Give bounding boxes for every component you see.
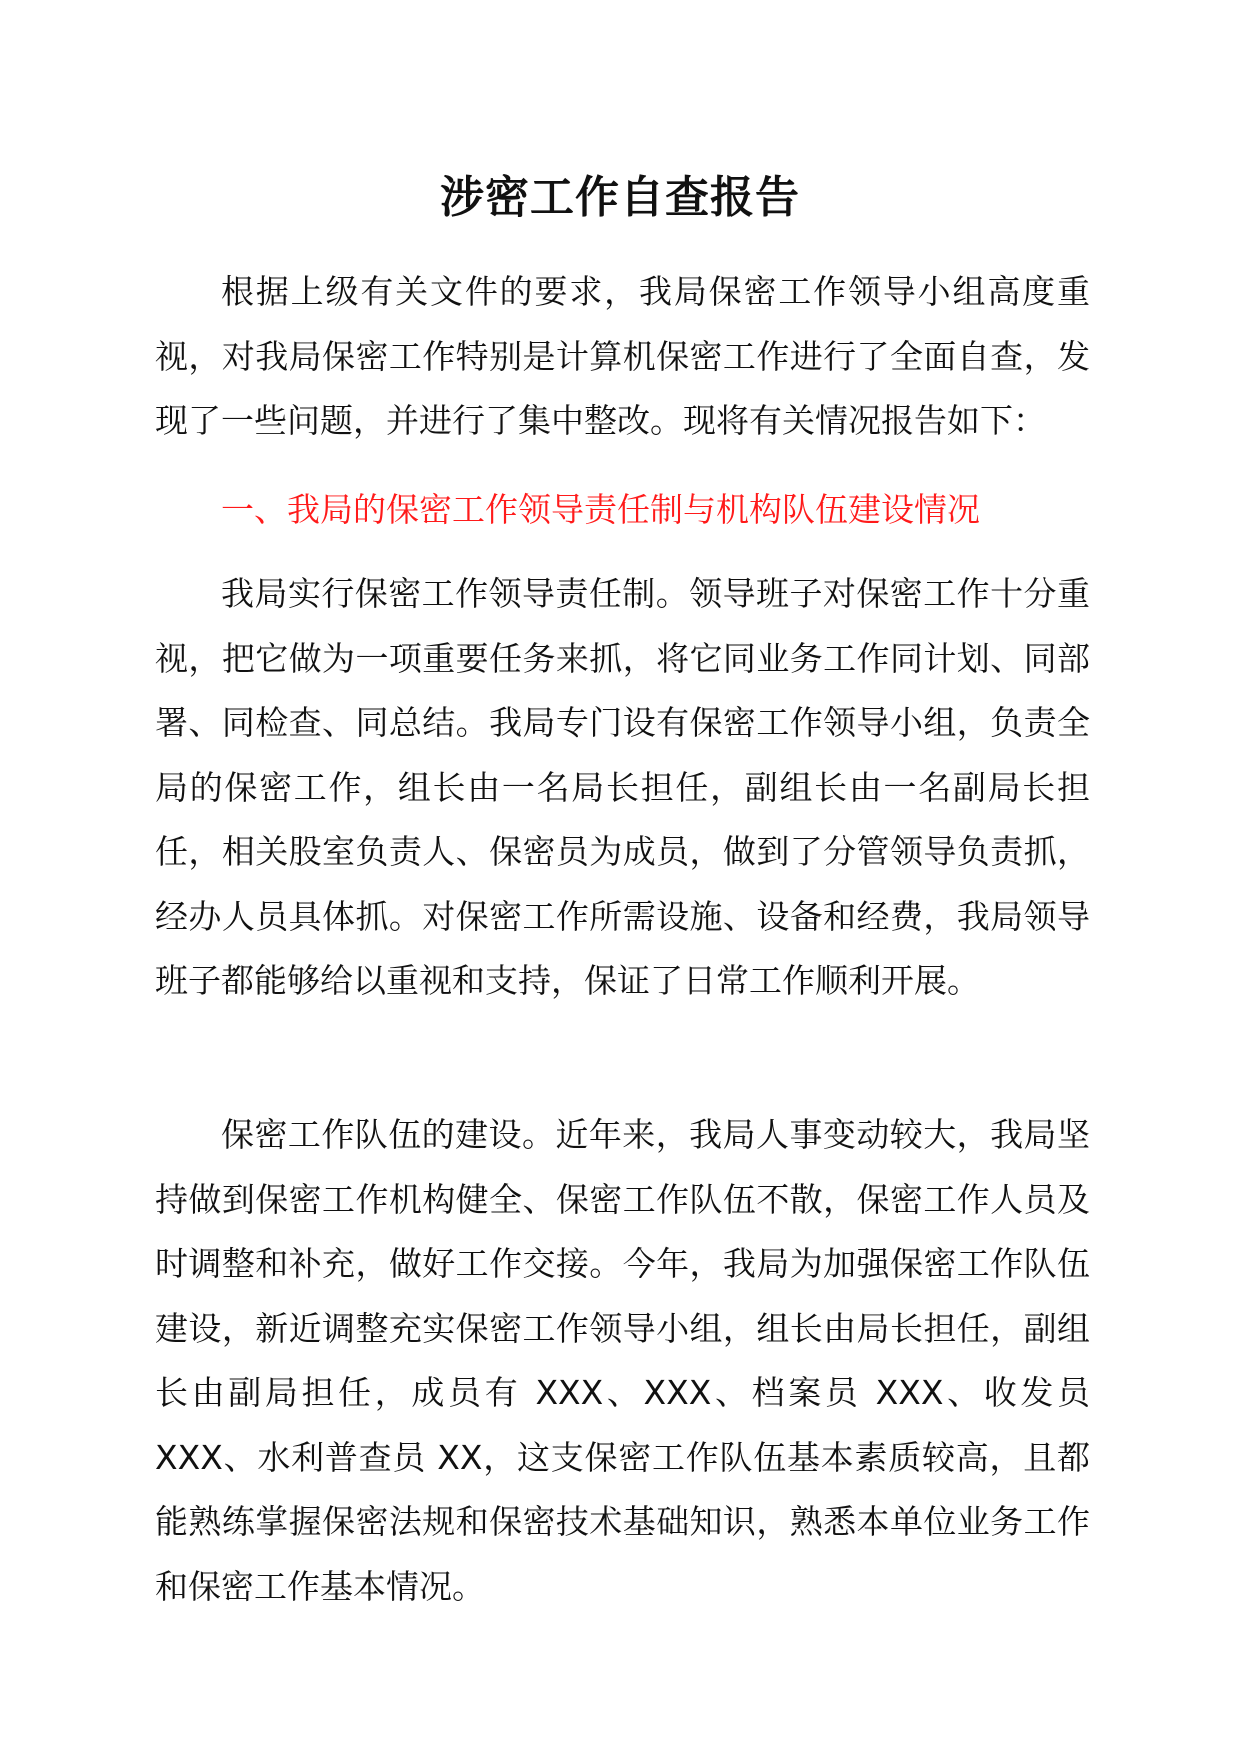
section-1-heading: 一、我局的保密工作领导责任制与机构队伍建设情况 [221, 490, 980, 529]
document-title: 涉密工作自查报告 [440, 172, 800, 223]
intro-paragraph: 根据上级有关文件的要求，我局保密工作领导小组高度重视，对我局保密工作特别是计算机保密工作进行了全面自查，发现了一些问题，并进行了集中整改。现将有关情况报告如下： [155, 272, 1090, 440]
section-1-paragraph-1: 我局实行保密工作领导责任制。领导班子对保密工作十分重视，把它做为一项重要任务来抓，将它同业务工作同计划、同部署、同检查、同总结。我局专门设有保密工作领导小组，负责全局的保密工作，组长由一名局长担任，副组长由一名副局长担任，相关股室负责人、保密员为成员，做到了分管领导负责抓，经办人员具体抓。对保密工作所需设施、设备和经费，我局领导班子都能够给以重视和支持，保证了日常工作顺利开展。 [155, 574, 1090, 1000]
section-1-paragraph-2: 保密工作队伍的建设。近年来，我局人事变动较大，我局坚持做到保密工作机构健全、保密工作队伍不散，保密工作人员及时调整和补充，做好工作交接。今年，我局为加强保密工作队伍建设，新近调整充实保密工作领导小组，组长由局长担任，副组长由副局担任，成员有 XXX、XXX、档案员 XXX、收发员 XXX、水利普查员 XX，这支保密工作队伍基本素质较高，且都能熟练掌握保密法规和保密技术基础知识，熟悉本单位业务工作和保密工作基本情况。 [155, 1115, 1090, 1606]
